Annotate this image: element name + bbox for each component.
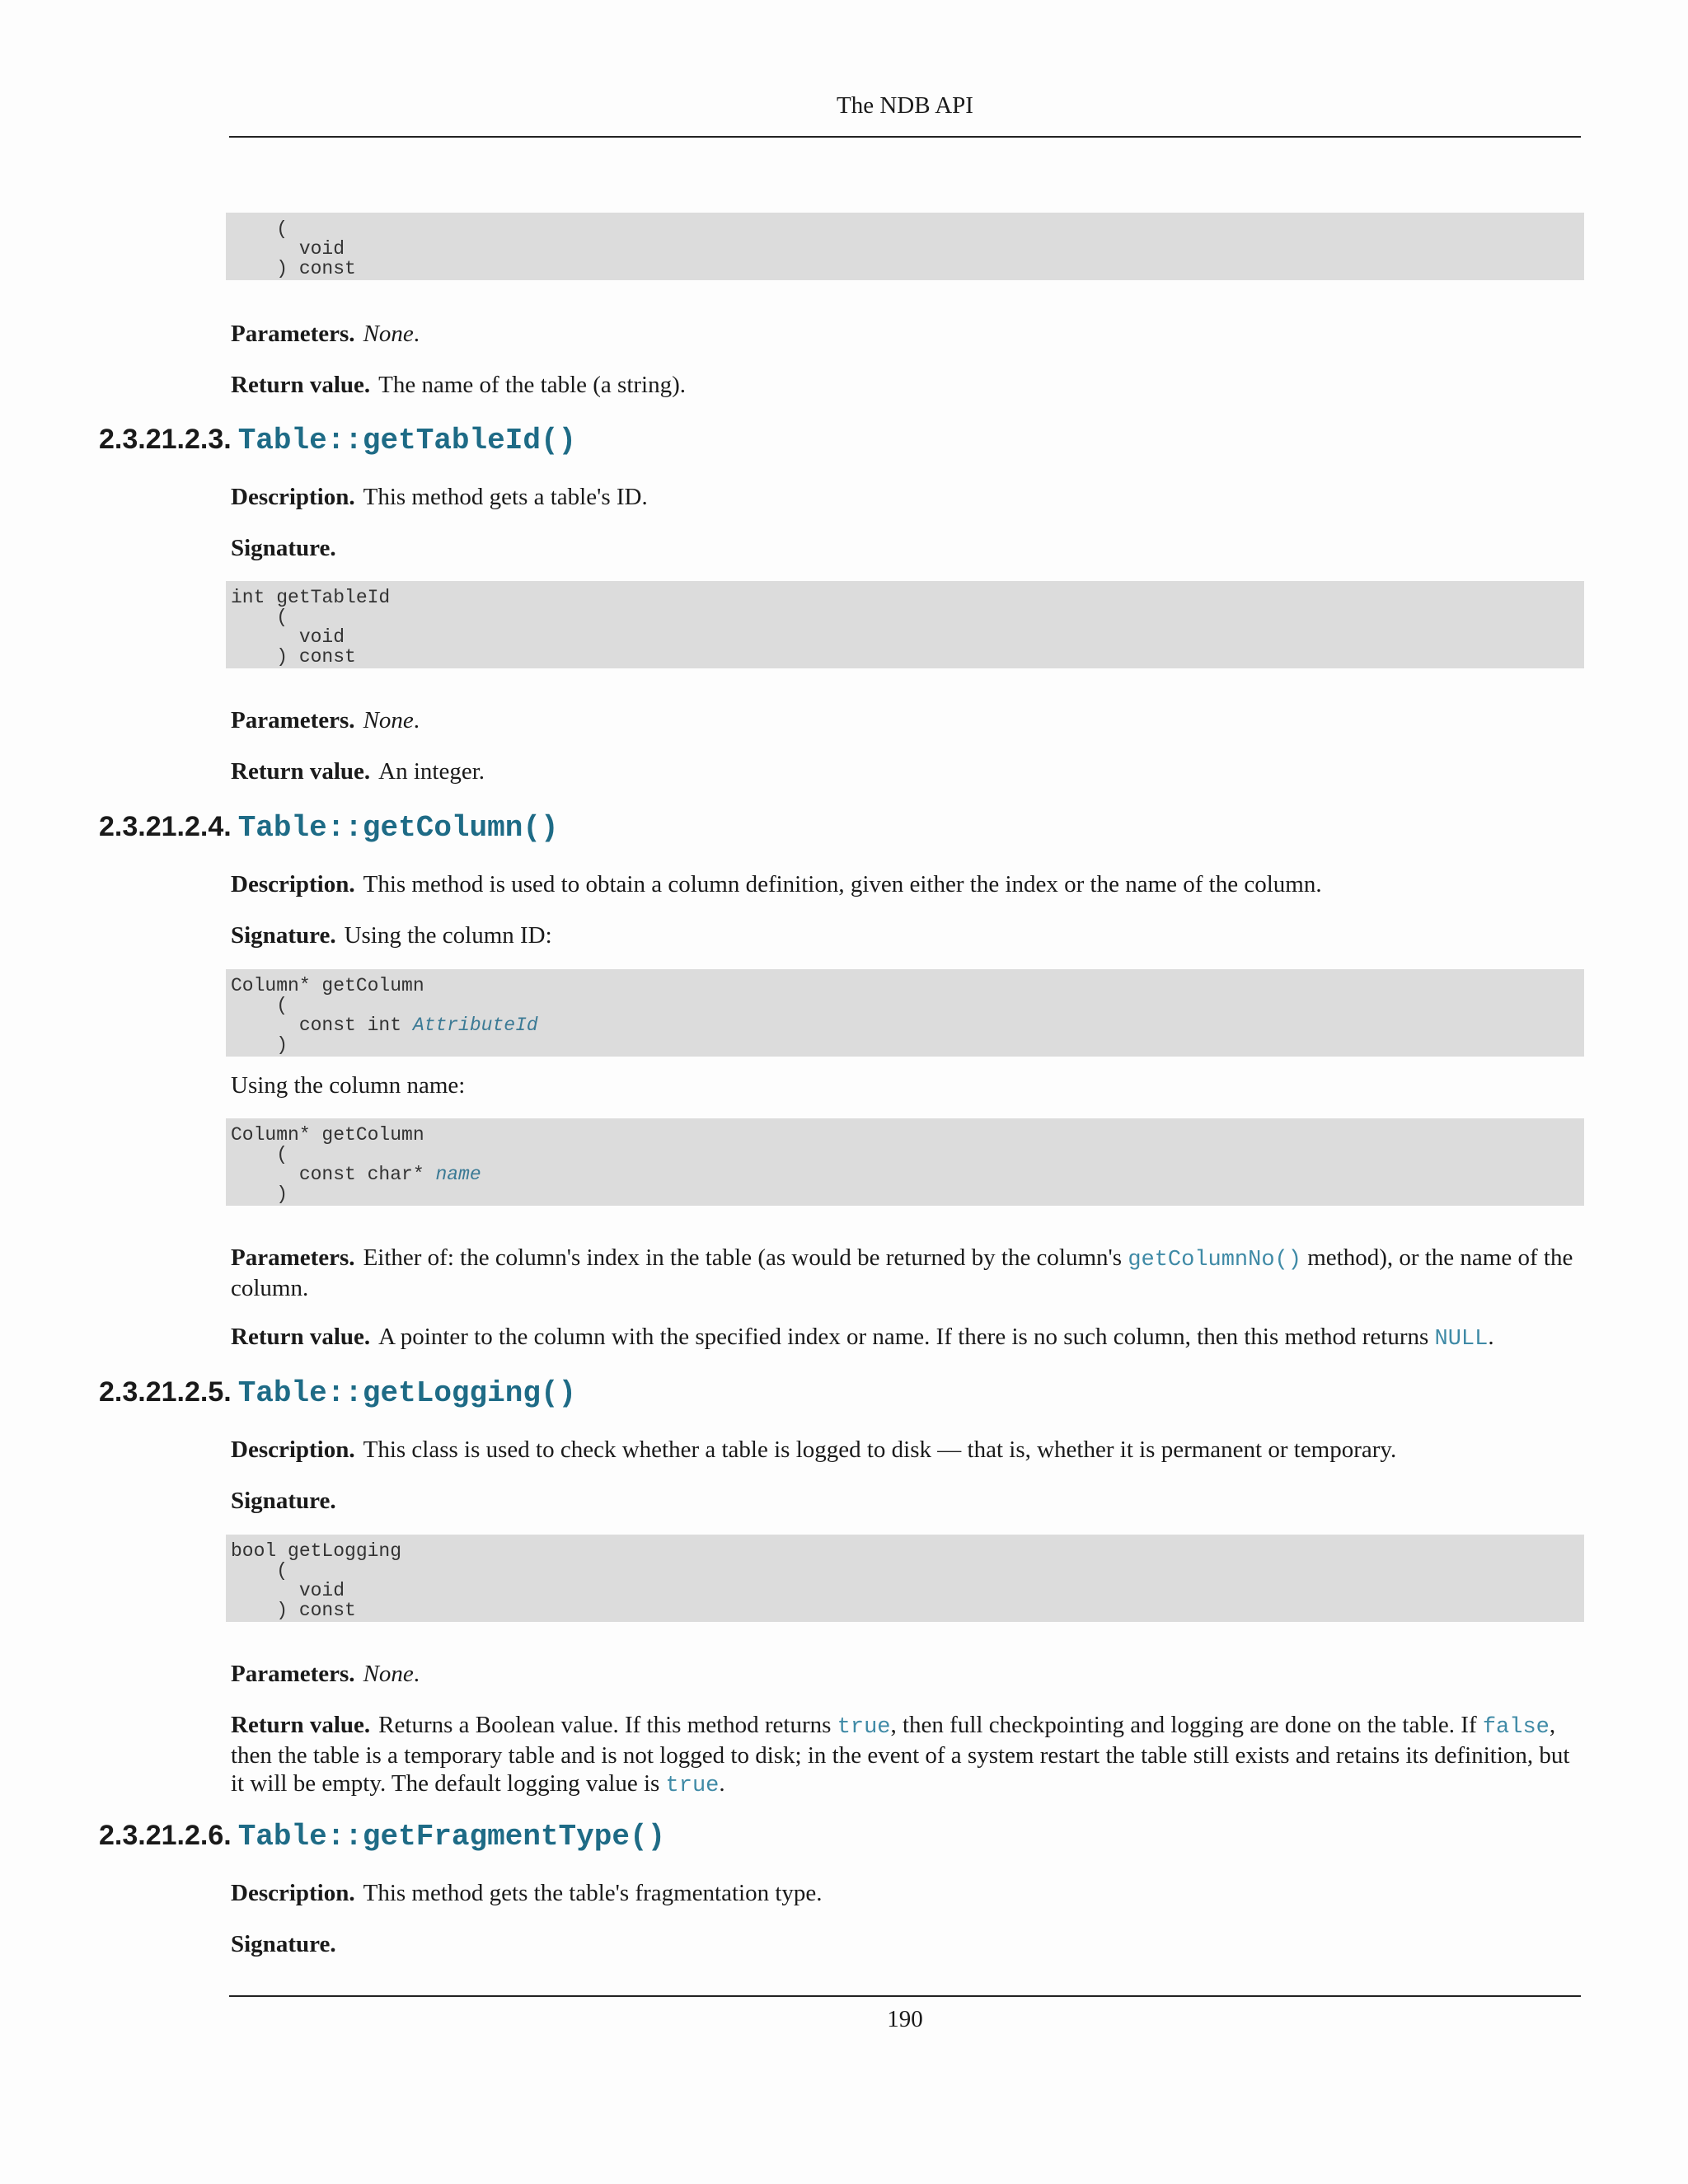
false-link[interactable]: false (1482, 1715, 1550, 1740)
parameters-label: Parameters. (231, 1661, 355, 1687)
code-line: ( (231, 607, 288, 628)
page-header-title: The NDB API (837, 92, 973, 119)
return-value-paragraph: Return value. A pointer to the column with the specified index or name. If there is no such column, then this method returns NULL. (231, 1324, 1494, 1352)
signature-paragraph (231, 1930, 1582, 1958)
section-number: 2.3.21.2.5. (99, 1376, 232, 1408)
signature-paragraph (231, 534, 1582, 562)
parameters-value: None (363, 707, 414, 733)
code-block-gettableid (226, 581, 1584, 668)
code-line: ) (231, 1183, 288, 1205)
method-name[interactable]: Table::getTableId() (237, 424, 577, 457)
true-link[interactable]: true (665, 1774, 720, 1798)
description-label: Description. (231, 1880, 355, 1906)
description-paragraph (231, 870, 1582, 898)
return-value-paragraph (231, 371, 1582, 399)
description-label: Description. (231, 484, 355, 510)
null-link[interactable]: NULL (1434, 1327, 1489, 1352)
code-argument: AttributeId (412, 1015, 538, 1036)
parameters-paragraph: Parameters. None. (231, 1661, 420, 1687)
code-block-getlogging (226, 1535, 1584, 1622)
parameters-text: Either of: the column's index in the table (as would be returned by the column's (363, 1244, 1123, 1271)
return-value-text: Returns a Boolean value. If this method returns (378, 1712, 832, 1738)
code-line: ) const (231, 258, 356, 279)
signature-paragraph (231, 921, 1582, 949)
section-number: 2.3.21.2.6. (99, 1820, 232, 1851)
signature-text: Using the column ID: (344, 922, 552, 949)
parameters-value: None (363, 321, 414, 347)
parameters-paragraph (231, 1244, 1582, 1302)
description-text: This method is used to obtain a column definition, given either the index or the name of the column. (363, 871, 1322, 898)
section-heading-getcolumn (99, 811, 1582, 845)
parameters-text: method), or the name of the column. (231, 1244, 1573, 1301)
signature-label: Signature. (231, 535, 336, 561)
parameters-value: None (363, 1661, 414, 1687)
section-heading-getlogging (99, 1376, 1582, 1410)
return-value-paragraph (231, 757, 1582, 785)
return-value-text: An integer. (378, 758, 485, 785)
return-value-label: Return value. (231, 1712, 371, 1738)
return-value-text: The name of the table (a string). (378, 372, 686, 398)
method-name[interactable]: Table::getLogging() (237, 1376, 577, 1410)
return-value-label: Return value. (231, 1324, 371, 1350)
code-line: ( (231, 218, 288, 240)
code-line: void (231, 1580, 345, 1601)
parameters-label: Parameters. (231, 707, 355, 733)
footer-rule (229, 1995, 1581, 1997)
section-heading-getfragmenttype (99, 1820, 1582, 1854)
signature-label: Signature. (231, 1931, 336, 1957)
code-line: ( (231, 1560, 288, 1582)
code-line: bool getLogging (231, 1540, 402, 1562)
code-argument: name (435, 1164, 481, 1185)
description-label: Description. (231, 871, 355, 898)
parameters-label: Parameters. (231, 1244, 355, 1271)
true-link[interactable]: true (837, 1715, 891, 1740)
section-number: 2.3.21.2.3. (99, 424, 232, 455)
return-value-text: A pointer to the column with the specified index or name. If there is no such column, then this method returns (378, 1324, 1429, 1350)
code-line: ) const (231, 646, 356, 668)
description-paragraph (231, 483, 1582, 511)
header-rule (229, 136, 1581, 138)
code-line: int getTableId (231, 587, 391, 608)
alternate-signature-text: Using the column name: (231, 1072, 466, 1099)
code-line: void (231, 238, 345, 260)
section-heading-gettableid (99, 424, 1582, 457)
return-value-label: Return value. (231, 758, 371, 785)
return-value-paragraph: Return value. Returns a Boolean value. If this method returns true, then full checkpointing and logging are done on the table. If false, then the table is a temporary table and is not logged to disk; in the event of a system restart the table still exists and retains its definition, but it will be empty. The default logging value is true. (231, 1712, 1570, 1798)
description-text: This method gets a table's ID. (363, 484, 648, 510)
signature-label: Signature. (231, 922, 336, 949)
description-label: Description. (231, 1436, 355, 1463)
code-line: const int (231, 1015, 413, 1036)
signature-paragraph (231, 1487, 1582, 1515)
return-value-label: Return value. (231, 372, 371, 398)
getcolumnno-link[interactable]: getColumnNo() (1128, 1248, 1301, 1272)
parameters-label: Parameters. (231, 321, 355, 347)
method-name[interactable]: Table::getFragmentType() (237, 1820, 666, 1854)
code-line: ( (231, 995, 288, 1016)
page-number: 190 (887, 2006, 923, 2032)
description-text: This class is used to check whether a table is logged to disk — that is, whether it is permanent or temporary. (363, 1436, 1397, 1463)
code-line: Column* getColumn (231, 1124, 424, 1146)
section-number: 2.3.21.2.4. (99, 811, 232, 842)
code-block-getcolumn-id (226, 969, 1584, 1057)
code-block-getcolumn-name (226, 1118, 1584, 1206)
return-value-text: , then the table is a temporary table and is not logged to disk; in the event of a system restart the table still exists and retains its definition, but it will be empty. The default logging value is (231, 1712, 1570, 1797)
description-paragraph (231, 1436, 1582, 1464)
code-line: Column* getColumn (231, 975, 424, 996)
code-line: void (231, 626, 345, 648)
code-line: ) (231, 1034, 288, 1056)
method-name[interactable]: Table::getColumn() (237, 811, 559, 845)
parameters-paragraph: Parameters. None. (231, 707, 420, 733)
code-block-getname-tail (226, 213, 1584, 280)
description-paragraph (231, 1879, 1582, 1907)
signature-label: Signature. (231, 1488, 336, 1514)
code-line: ) const (231, 1600, 356, 1621)
code-line: ( (231, 1144, 288, 1165)
parameters-paragraph: Parameters. None. (231, 321, 420, 347)
return-value-text: , then full checkpointing and logging are done on the table. If (890, 1712, 1477, 1738)
code-line: const char* (231, 1164, 436, 1185)
description-text: This method gets the table's fragmentation type. (363, 1880, 823, 1906)
